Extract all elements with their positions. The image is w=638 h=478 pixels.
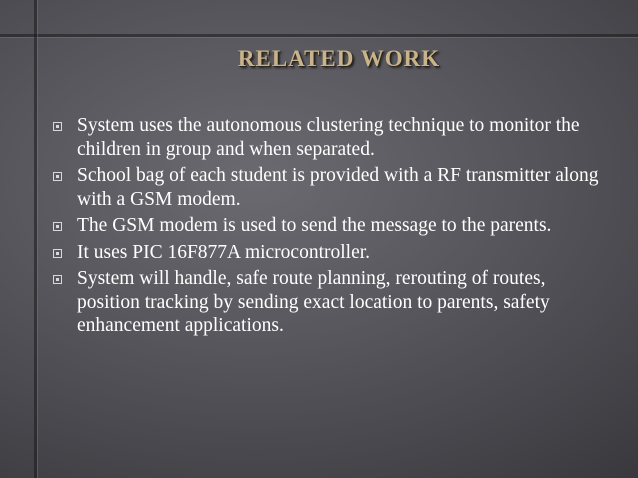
square-bullet-icon [53, 122, 62, 131]
bullet-text: The GSM modem is used to send the message to the parents. [77, 215, 552, 236]
bullet-item [53, 114, 608, 161]
slide-title: RELATED WORK [237, 46, 441, 71]
bullet-text: System uses the autonomous clustering technique to monitor the children in group and when separated. [77, 115, 580, 160]
bullet-text: It uses PIC 16F877A microcontroller. [77, 241, 371, 263]
bullet-item [53, 214, 608, 238]
bullet-text: System will handle, safe route planning, rerouting of routes, position tracking by sending exact location to parents, safety enhancement applications. [77, 268, 550, 336]
square-bullet-icon [53, 249, 62, 258]
square-bullet-icon [53, 172, 62, 181]
bullet-text: School bag of each student is provided with a RF transmitter along with a GSM modem. [77, 165, 599, 210]
square-bullet-icon [53, 275, 62, 284]
square-bullet-icon [53, 222, 62, 231]
bullet-item [53, 241, 608, 265]
bullet-list [53, 114, 608, 341]
bullet-item [53, 164, 608, 211]
bullet-item [53, 267, 608, 338]
bevel-highlight-horizontal [0, 37, 638, 38]
